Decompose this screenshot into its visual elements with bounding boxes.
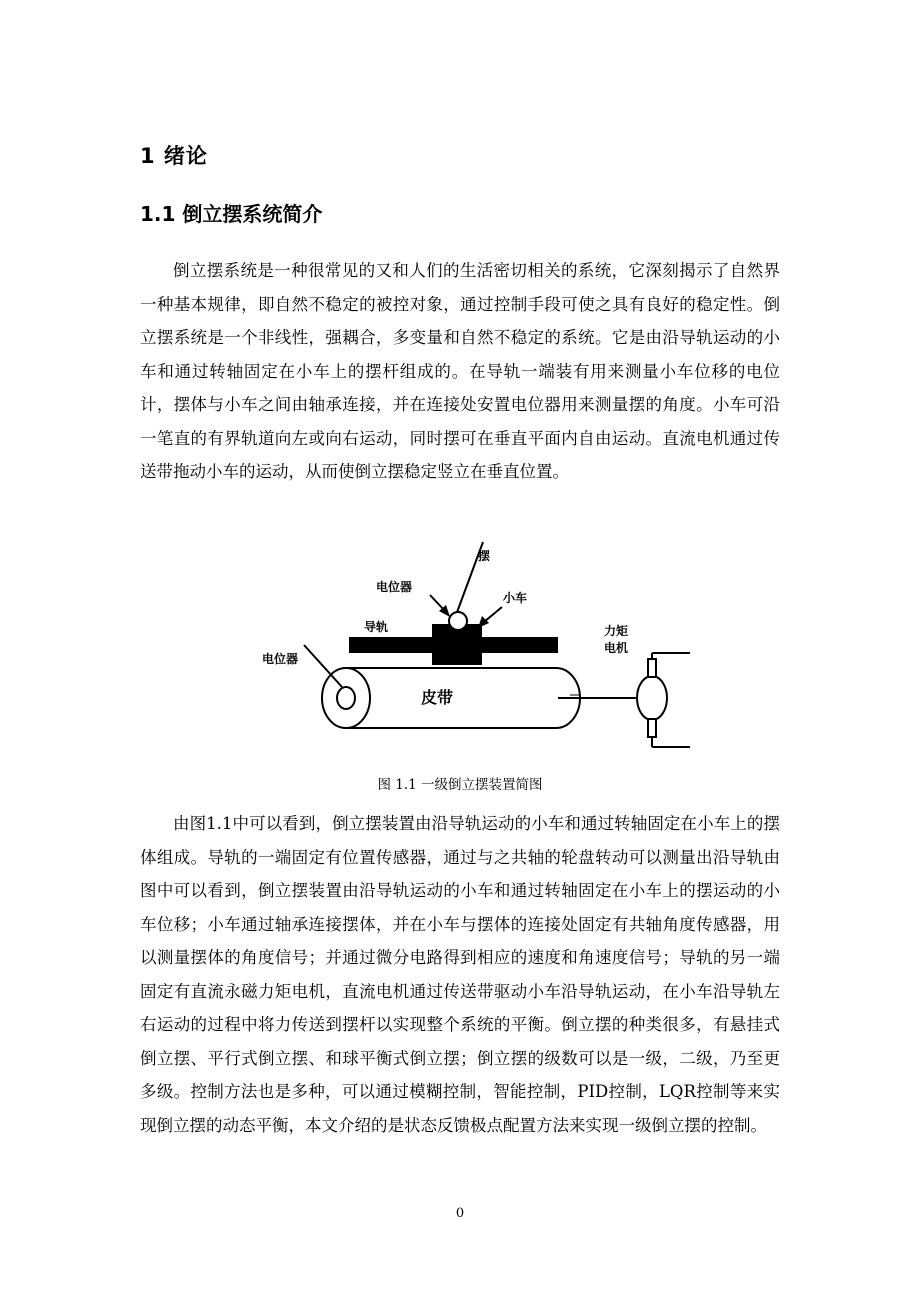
- inverted-pendulum-diagram: [240, 535, 700, 765]
- section-heading: 1.1 倒立摆系统简介: [140, 202, 323, 226]
- label-belt: 皮带: [421, 688, 454, 707]
- chapter-heading: 1 绪论: [140, 144, 208, 168]
- figure-caption: 图 1.1 一级倒立摆装置简图: [377, 777, 543, 793]
- pointer-arrowhead-cart: [478, 616, 489, 628]
- motor-top-brush: [648, 659, 656, 677]
- motor-bottom-brush: [648, 719, 656, 737]
- page-number: 0: [455, 1206, 465, 1221]
- diagram-svg: [240, 535, 700, 765]
- label-potentiometer-left: 电位器: [262, 652, 299, 666]
- pointer-line-pot-left: [304, 645, 342, 687]
- label-cart: 小车: [503, 591, 528, 605]
- intro-paragraph: 倒立摆系统是一种很常见的又和人们的生活密切相关的系统，它深刻揭示了自然界一种基本规律，即自然不稳定的被控对象，通过控制手段可使之具有良好的稳定性。倒立摆系统是一个非线性，强耦合，多变量和自然不稳定的系统。它是由沿导轨运动的小车和通过转轴固定在小车上的摆杆组成的。在导轨一端装有用来测量小车位移的电位计，摆体与小车之间由轴承连接，并在连接处安置电位器用来测量摆的角度。小车可沿一笔直的有界轨道向左或向右运动，同时摆可在垂直平面内自由运动。直流电机通过传送带拖动小车的运动，从而使倒立摆稳定竖立在垂直位置。: [140, 261, 780, 481]
- left-pulley: [322, 668, 370, 728]
- motor-body: [637, 676, 667, 720]
- pointer-line-cart: [484, 607, 502, 622]
- description-paragraph: 由图1.1中可以看到，倒立摆装置由沿导轨运动的小车和通过转轴固定在小车上的摆体组成。导轨的一端固定有位置传感器，通过与之共轴的轮盘转动可以测量出沿导轨由图中可以看到，倒立摆装置由沿导轨运动的小车和通过转轴固定在小车上的摆运动的小车位移；小车通过轴承连接摆体，并在小车与摆体的连接处固定有共轴角度传感器，用以测量摆体的角度信号；并通过微分电路得到相应的速度和角速度信号；导轨的另一端固定有直流永磁力矩电机，直流电机通过传送带驱动小车沿导轨运动，在小车沿导轨左右运动的过程中将力传送到摆杆以实现整个系统的平衡。倒立摆的种类很多，有悬挂式倒立摆、平行式倒立摆、和球平衡式倒立摆；倒立摆的级数可以是一级，二级，乃至更多级。控制方法也是多种，可以通过模糊控制，智能控制，PID控制，LQR控制等来实现倒立摆的动态平衡，本文介绍的是状态反馈极点配置方法来实现一级倒立摆的控制。: [140, 814, 780, 1135]
- label-rail: 导轨: [364, 620, 389, 634]
- label-motor-line1: 力矩: [604, 624, 629, 638]
- pivot-circle: [449, 612, 467, 630]
- label-pendulum: 摆: [478, 549, 491, 563]
- label-motor-line2: 电机: [604, 641, 629, 655]
- label-potentiometer-top: 电位器: [376, 580, 413, 594]
